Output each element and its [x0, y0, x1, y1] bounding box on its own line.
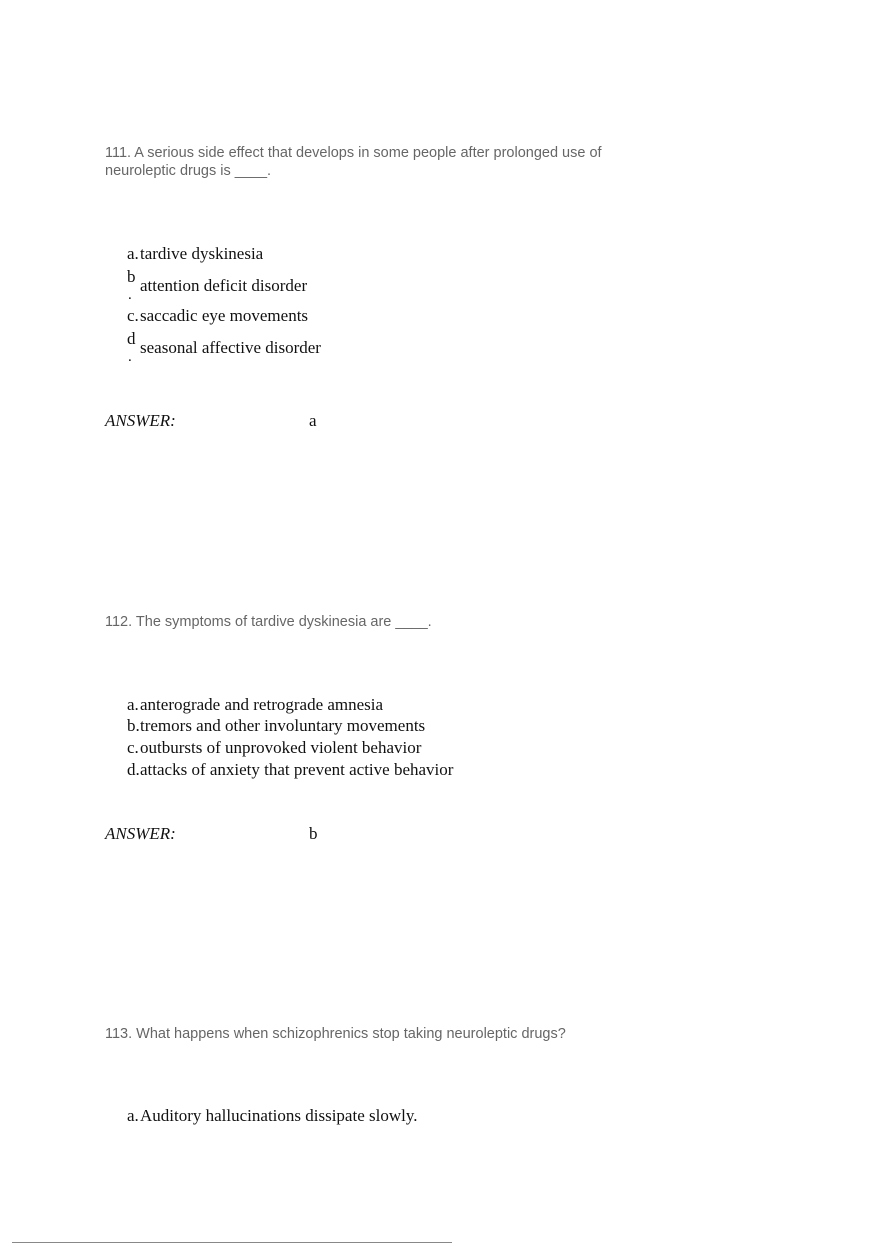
option-text: Auditory hallucinations dissipate slowly.: [140, 1106, 418, 1125]
question-112-answer-label: ANSWER:: [105, 824, 176, 843]
option-text: tremors and other involuntary movements: [140, 716, 426, 735]
question-112-option-d: [127, 760, 453, 780]
question-112-option-c: [127, 738, 421, 758]
option-letter: d.: [127, 760, 140, 779]
question-111-option-a: [127, 244, 263, 264]
question-111-option-c: [127, 306, 308, 326]
option-letter: a.: [127, 695, 139, 714]
option-letter: a.: [127, 1106, 139, 1125]
question-112-option-a: [127, 695, 383, 715]
question-112-answer-value: b: [309, 824, 318, 843]
option-letter: c.: [127, 306, 139, 325]
option-letter: b: [127, 267, 136, 286]
question-111-answer-value: a: [309, 411, 317, 430]
option-letter: a.: [127, 244, 139, 263]
question-112-prompt: 112. The symptoms of tardive dyskinesia are ____.: [105, 614, 432, 630]
option-text: seasonal affective disorder: [140, 338, 321, 357]
question-111-answer-label: ANSWER:: [105, 411, 176, 430]
option-text: tardive dyskinesia: [140, 244, 264, 263]
question-113-prompt: 113. What happens when schizophrenics stop taking neuroleptic drugs?: [105, 1026, 566, 1042]
option-text: attention deficit disorder: [140, 276, 308, 295]
option-letter: d: [127, 329, 136, 348]
option-letter: b.: [127, 716, 140, 735]
footer-divider: [12, 1242, 452, 1243]
question-113-option-a: [127, 1106, 417, 1126]
option-letter: c.: [127, 738, 139, 757]
question-111-prompt: 111. A serious side effect that develops in some people after prolonged use of neuroleptic drugs is ____.: [105, 145, 602, 179]
option-text: attacks of anxiety that prevent active behavior: [140, 760, 454, 779]
option-letter-dot: .: [128, 287, 132, 303]
option-letter-dot: .: [128, 349, 132, 365]
option-text: anterograde and retrograde amnesia: [140, 695, 384, 714]
question-112-option-b: [127, 716, 425, 736]
option-text: saccadic eye movements: [140, 306, 309, 325]
option-text: outbursts of unprovoked violent behavior: [140, 738, 422, 757]
